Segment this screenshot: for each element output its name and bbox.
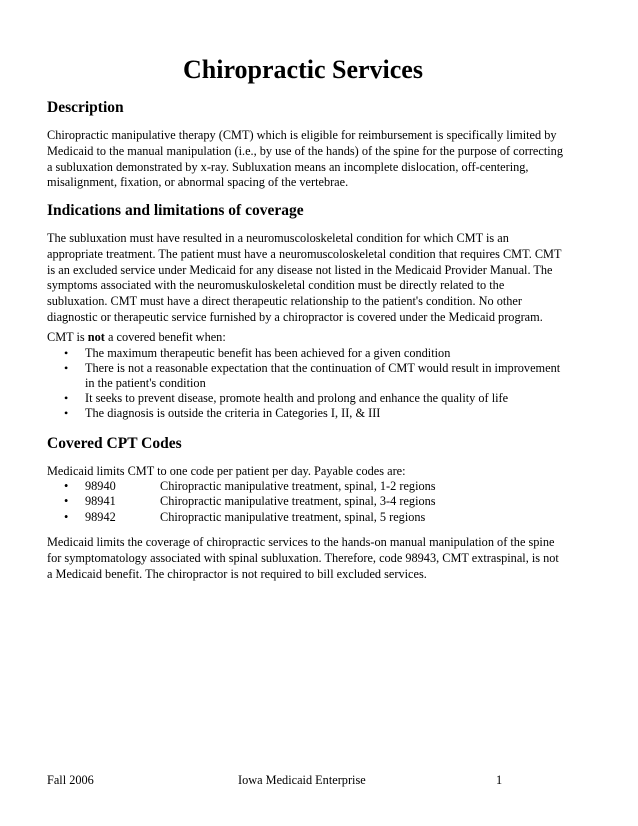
footer-organization: Iowa Medicaid Enterprise — [238, 773, 366, 787]
list-item — [47, 479, 567, 494]
bullet-icon: • — [64, 406, 69, 420]
indications-paragraph: The subluxation must have resulted in a neuromuscoloskeletal condition for which CMT is an appropriate treatment. The patient must have a neuromuscoloskeletal condition that requires CMT. CMT is an excluded service under Medicaid for any disease not listed in the Medicaid Provider Manual. The symptoms associated with the neuromuskuloskeletal condition must be directly related to the subluxation. CMT must have a direct therapeutic relationship to the patient's condition. No other diagnostic or therapeutic service furnished by a chiropractor is covered under the Medicaid program. — [47, 231, 562, 324]
bullet-icon: • — [64, 509, 69, 524]
footer-date: Fall 2006 — [47, 773, 94, 787]
not-covered-intro — [47, 330, 567, 346]
bullet-icon: • — [64, 479, 69, 493]
not-covered-prefix: CMT is — [47, 330, 88, 344]
description-heading: Description — [47, 99, 124, 116]
cpt-code-list — [47, 479, 567, 525]
cpt-code: 98941 — [85, 494, 116, 509]
cpt-intro: Medicaid limits CMT to one code per patient per day. Payable codes are: — [47, 464, 406, 478]
list-item — [47, 510, 567, 525]
cpt-description: Chiropractic manipulative treatment, spinal, 1-2 regions — [160, 479, 436, 493]
cpt-description: Chiropractic manipulative treatment, spinal, 5 regions — [160, 509, 426, 524]
page-title: Chiropractic Services — [183, 55, 423, 84]
footer-page-number: 1 — [496, 773, 503, 787]
cpt-closing-paragraph: Medicaid limits the coverage of chiropractic services to the hands-on manual manipulation of the spine for symptomatology associated with spinal subluxation. Therefore, code 98943, CMT extraspinal, is not a Medicaid benefit. The chiropractor is not required to bill excluded services. — [47, 535, 559, 581]
list-item: • There is not a reasonable expectation that the continuation of CMT would result in improvement in the patient's condition — [64, 361, 561, 390]
list-item: • The diagnosis is outside the criteria in Categories I, II, & III — [64, 406, 381, 420]
indications-heading: Indications and limitations of coverage — [47, 202, 304, 219]
list-item: • The maximum therapeutic benefit has been achieved for a given condition — [64, 346, 451, 360]
not-covered-suffix: a covered benefit when: — [104, 330, 226, 344]
bullet-icon: • — [64, 346, 69, 360]
cpt-code: 98942 — [85, 509, 116, 524]
bullet-icon: • — [64, 391, 69, 405]
cpt-heading: Covered CPT Codes — [47, 435, 182, 452]
cpt-code: 98940 — [85, 479, 116, 493]
not-covered-bold: not — [87, 330, 105, 344]
list-item: • It seeks to prevent disease, promote health and prolong and enhance the quality of life — [64, 391, 509, 405]
bullet-icon: • — [64, 494, 69, 509]
list-item — [47, 494, 567, 509]
not-covered-list — [47, 346, 567, 421]
bullet-icon: • — [64, 361, 69, 375]
description-paragraph: Chiropractic manipulative therapy (CMT) which is eligible for reimbursement is specifically limited by Medicaid to the manual manipulation (i.e., by use of the hands) of the spine for the purpose of correcting a subluxation demonstrated by x-ray. Subluxation means an incomplete dislocation, off-centering, misalignment, fixation, or abnormal spacing of the vertebrae. — [47, 128, 563, 190]
cpt-description: Chiropractic manipulative treatment, spinal, 3-4 regions — [160, 494, 436, 509]
